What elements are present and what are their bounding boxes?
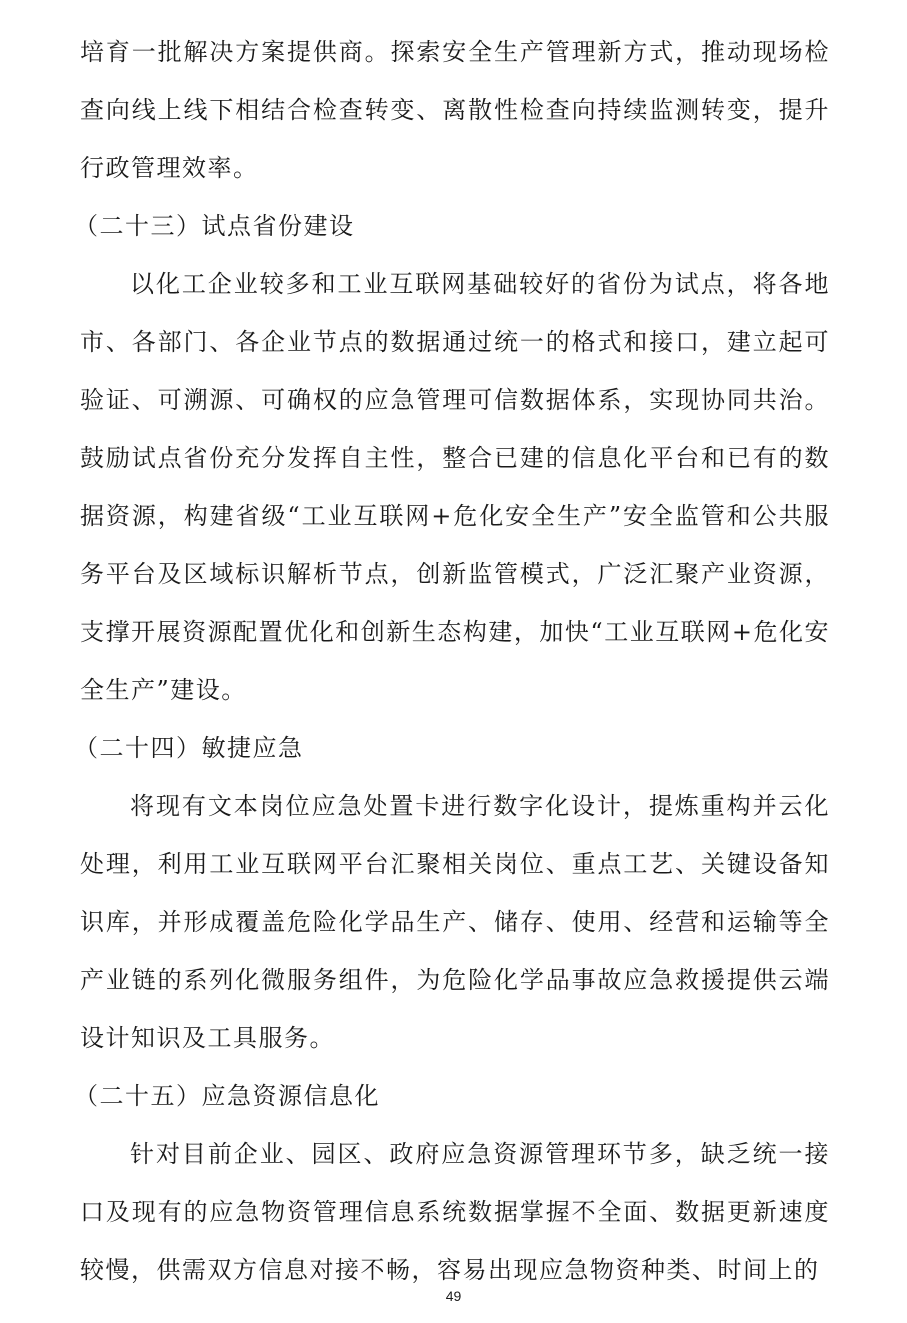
body-paragraph: 将现有文本岗位应急处置卡进行数字化设计，提炼重构并云化处理，利用工业互联网平台汇聚相关岗位、重点工艺、关键设备知识库，并形成覆盖危险化学品生产、储存、使用、经营和运输等全产业链的系列化微服务组件，为危险化学品事故应急救援提供云端设计知识及工具服务。 xyxy=(80,792,830,1052)
page-number: 49 xyxy=(445,1288,462,1304)
document-body xyxy=(74,23,830,1299)
section-heading: （二十五）应急资源信息化 xyxy=(74,1082,380,1110)
body-paragraph: 针对目前企业、园区、政府应急资源管理环节多，缺乏统一接口及现有的应急物资管理信息系统数据掌握不全面、数据更新速度较慢，供需双方信息对接不畅，容易出现应急物资种类、时间上的 xyxy=(80,1140,830,1284)
body-paragraph: 以化工企业较多和工业互联网基础较好的省份为试点，将各地市、各部门、各企业节点的数据通过统一的格式和接口，建立起可验证、可溯源、可确权的应急管理可信数据体系，实现协同共治。鼓励试点省份充分发挥自主性，整合已建的信息化平台和已有的数据资源，构建省级“工业互联网+危化安全生产”安全监管和公共服务平台及区域标识解析节点，创新监管模式，广泛汇聚产业资源，支撑开展资源配置优化和创新生态构建，加快“工业互联网+危化安全生产”建设。 xyxy=(80,270,830,704)
body-paragraph: 培育一批解决方案提供商。探索安全生产管理新方式，推动现场检查向线上线下相结合检查转变、离散性检查向持续监测转变，提升行政管理效率。 xyxy=(80,38,830,182)
section-heading: （二十三）试点省份建设 xyxy=(74,212,355,240)
section-heading: （二十四）敏捷应急 xyxy=(74,734,304,762)
